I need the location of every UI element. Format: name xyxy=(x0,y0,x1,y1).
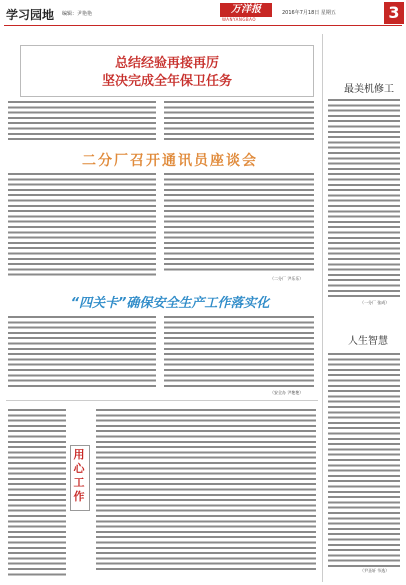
right-article2-credit: （尹圣轩 节选） xyxy=(360,568,390,573)
article3-body-col2 xyxy=(164,315,314,390)
article1-headline-line2: 坚决完成全年保卫任务 xyxy=(101,74,232,89)
newspaper-logo: 万洋报 xyxy=(220,3,272,17)
bottom-left-body xyxy=(8,408,66,578)
newspaper-logo-sub: WANYANGBAO xyxy=(222,17,256,22)
right-article2-body xyxy=(328,352,400,567)
issue-date: 2016年7月18日 星期五 xyxy=(282,10,336,16)
article3-headline: “四关卡”确保安全生产工作落实化 xyxy=(70,296,270,311)
section-divider xyxy=(6,400,318,401)
article1-body-col2 xyxy=(164,100,314,140)
article3-body-col1 xyxy=(8,315,156,390)
page-number: 3 xyxy=(384,2,404,24)
article3-credit: （安全办 尹艳艳） xyxy=(270,390,304,395)
right-article1-body xyxy=(328,98,400,298)
header-rule xyxy=(4,25,402,26)
article2-body-col2 xyxy=(164,172,314,272)
bottom-middle-body xyxy=(96,408,316,573)
right-article1-title: 最美机修工 xyxy=(344,84,394,95)
article1-body-col1 xyxy=(8,100,156,140)
section-title: 学习园地 xyxy=(6,8,55,22)
article2-body-col1 xyxy=(8,172,156,277)
right-article2-title: 人生智慧 xyxy=(348,336,388,347)
sidebar-title: 用心工作 xyxy=(73,448,85,503)
column-divider xyxy=(322,34,323,582)
editor-line: 编辑：尹艳艳 xyxy=(62,11,93,17)
headline-box xyxy=(20,45,314,97)
right-article1-credit: （一分厂 张成） xyxy=(360,300,390,305)
article2-credit: （二分厂 尹乐乐） xyxy=(270,276,304,281)
article2-headline: 二分厂召开通讯员座谈会 xyxy=(82,153,258,169)
article1-headline-line1: 总结经验再接再厉 xyxy=(114,56,219,71)
